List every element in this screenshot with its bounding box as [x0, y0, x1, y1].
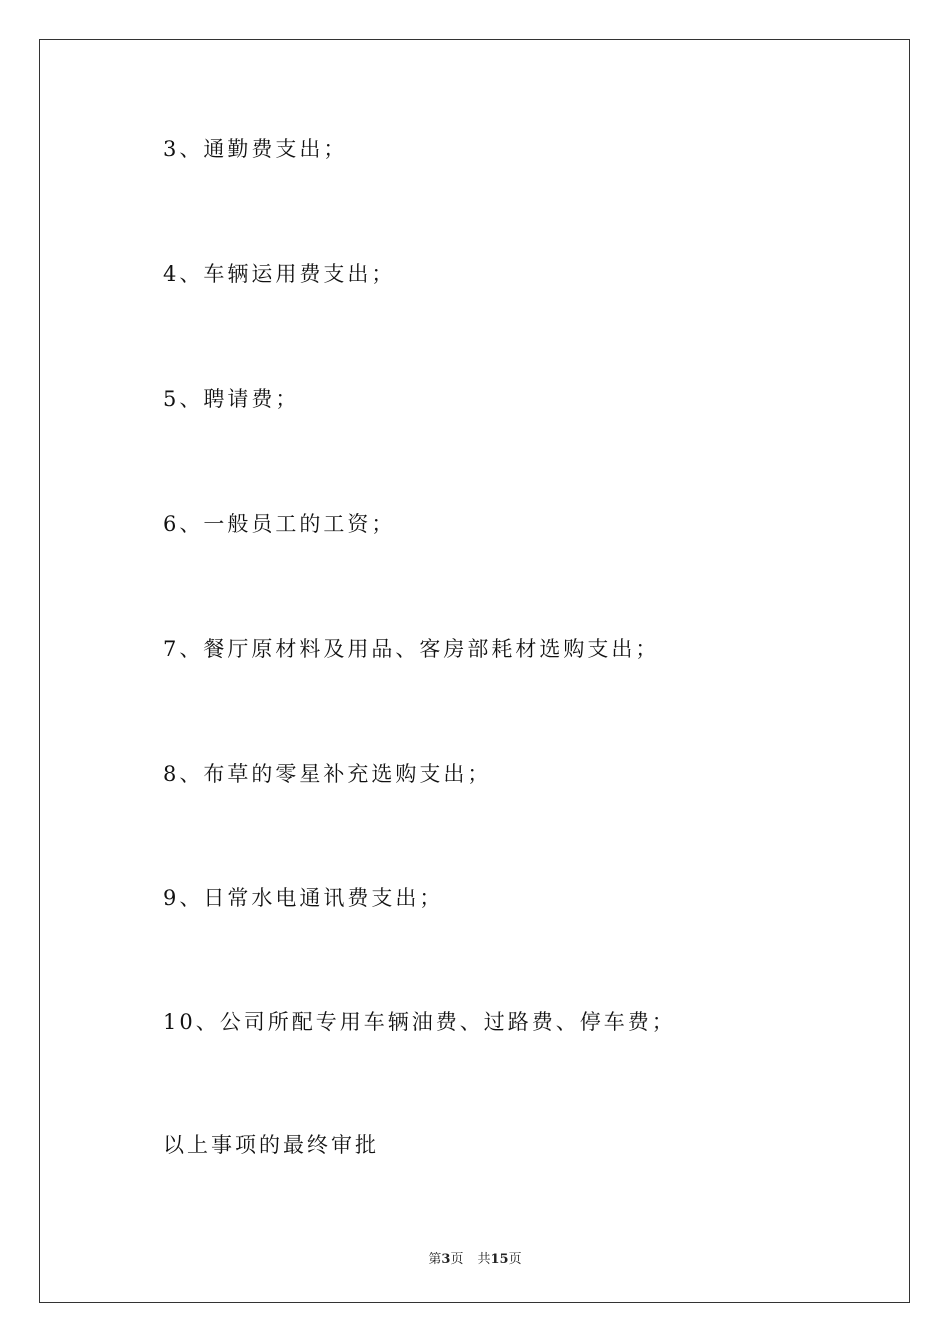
list-item: 6、一般员工的工资；	[163, 512, 396, 536]
total-pages-number: 15	[490, 1252, 509, 1267]
list-item: 8、布草的零星补充选购支出；	[163, 762, 492, 786]
page-footer	[0, 1248, 950, 1267]
total-suffix: 页	[508, 1252, 522, 1267]
current-page-number: 3	[441, 1252, 451, 1267]
page-suffix: 页	[450, 1252, 464, 1267]
page-prefix: 第	[428, 1252, 442, 1267]
list-item: 7、餐厅原材料及用品、客房部耗材选购支出；	[163, 637, 660, 661]
page-border	[39, 39, 910, 1303]
total-prefix: 共	[477, 1252, 491, 1267]
list-item: 5、聘请费；	[163, 387, 300, 411]
list-item: 4、车辆运用费支出；	[163, 262, 396, 286]
list-item: 3、通勤费支出；	[163, 137, 348, 161]
list-item: 9、日常水电通讯费支出；	[163, 886, 444, 910]
closing-line: 以上事项的最终审批	[163, 1133, 379, 1157]
list-item: 10、公司所配专用车辆油费、过路费、停车费；	[163, 1010, 676, 1034]
